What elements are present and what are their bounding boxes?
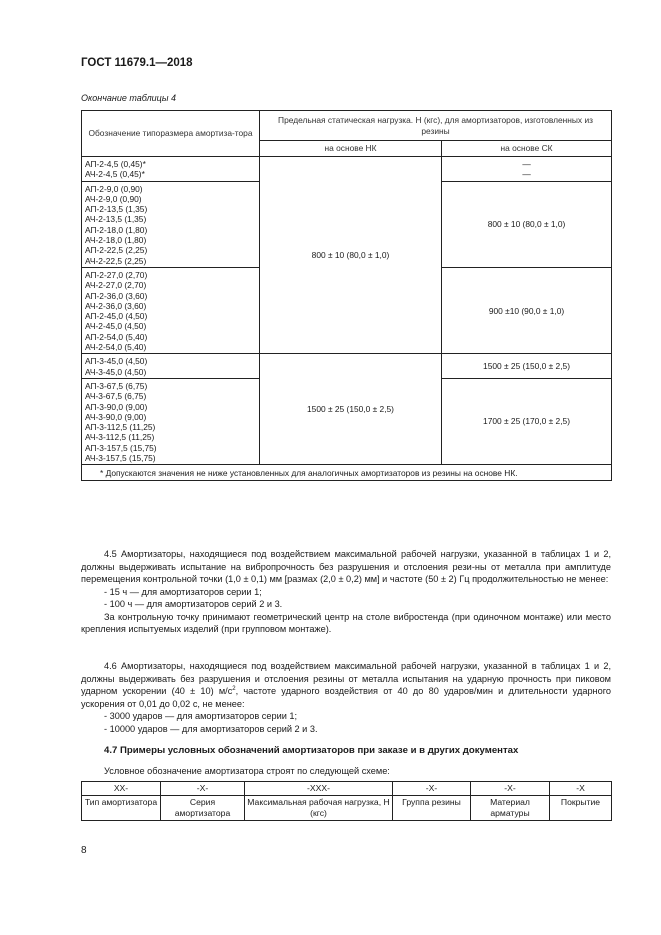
designation-group-2: [82, 181, 260, 267]
list-line: АЧ-2-13,5 (1,35): [85, 214, 147, 225]
scheme-label: Серия амортизатора: [161, 796, 245, 821]
list-line: АП-2-27,0 (2,70): [85, 269, 148, 280]
table-4: [81, 110, 612, 481]
scheme-label: Максимальная рабочая нагрузка, Н (кгс): [245, 796, 393, 821]
list-line: АП-2-36,0 (3,60): [85, 290, 148, 301]
superscript: 2: [232, 685, 236, 692]
load-sk-cell: 1500 ± 25 (150,0 ± 2,5): [442, 354, 612, 379]
designation-group-1: [82, 157, 260, 182]
list-line: АЧ-3-90,0 (9,00): [85, 411, 147, 422]
list-line: АП-2-4,5 (0,45)*: [85, 159, 146, 169]
load-nk-cell: 800 ± 10 (80,0 ± 1,0): [260, 157, 442, 354]
load-nk-cell: 1500 ± 25 (150,0 ± 2,5): [260, 354, 442, 465]
list-line: АП-2-9,0 (0,90): [85, 183, 143, 194]
list-item: - 100 ч — для амортизаторов серий 2 и 3.: [104, 599, 283, 609]
list-line: АП-3-157,5 (15,75): [85, 442, 157, 453]
list-line: АЧ-2-45,0 (4,50): [85, 321, 147, 332]
load-sk-cell: 1700 ± 25 (170,0 ± 2,5): [442, 378, 612, 464]
table-footnote: * Допускаются значения не ниже установленных для аналогичных амортизаторов из резины на основе НК.: [82, 465, 612, 481]
clause-4-7-intro: Условное обозначение амортизатора строят по следующей схеме:: [104, 766, 390, 776]
list-line: АП-2-54,0 (5,40): [85, 331, 148, 342]
scheme-label: Группа резины: [393, 796, 471, 821]
list-line: АЧ-2-4,5 (0,45)*: [85, 169, 145, 180]
designation-group-3: [82, 267, 260, 353]
page-number: 8: [81, 845, 87, 856]
load-sk-cell: 900 ±10 (90,0 ± 1,0): [442, 267, 612, 353]
designation-group-4: [82, 354, 260, 379]
list-line: АП-3-45,0 (4,50): [85, 356, 148, 367]
list-line: АЧ-3-112,5 (11,25): [85, 432, 155, 443]
scheme-label: Материал арматуры: [471, 796, 550, 821]
designation-scheme-table: [81, 781, 612, 821]
list-line: АП-2-22,5 (2,25): [85, 245, 148, 256]
clause-4-5-text: 4.5 Амортизаторы, находящиеся под воздействием максимальной рабочей нагрузки, указанной в таблицах 1 и 2, должны выдерживать испытание на вибропрочность без разрушения и отслоения рези-ны от металла при амплитуде перемещения контрольной точки (1,0 ± 0,1) мм [размах (2,0 ± 0,2) мм] и частоте (50 ± 2) Гц продолжительностью не менее:: [81, 549, 611, 584]
document-header: ГОСТ 11679.1—2018: [81, 57, 193, 69]
column-header-load: Предельная статическая нагрузка. Н (кгс), для амортизаторов, изготовленных из резины: [260, 111, 612, 141]
list-item: - 3000 ударов — для амортизаторов серии 1;: [104, 711, 298, 721]
clause-4-6: [81, 660, 611, 735]
list-line: АП-2-45,0 (4,50): [85, 311, 148, 322]
clause-4-6-text: 4.6 Амортизаторы, находящиеся под воздействием максимальной рабочей нагрузки, указанной в таблицах 1 и 2, должны выдерживать без разрушения и отслоения резины от металла испытания на ударную прочность при пиковом ударном ускорении (40 ± 10) $м/с^2$, частоте ударного воздействия от 40 до 80 ударов/мин и длительности ударного ускорения от 0,01 до 0,02 с, не менее:: [81, 661, 611, 709]
clause-4-7-title: 4.7 Примеры условных обозначений амортизаторов при заказе и в других документах: [104, 745, 519, 756]
scheme-code: -Х-: [471, 782, 550, 796]
list-line: АЧ-2-36,0 (3,60): [85, 300, 147, 311]
list-line: АП-3-67,5 (6,75): [85, 380, 148, 391]
list-line: АЧ-3-45,0 (4,50): [85, 366, 147, 377]
column-header-sk: на основе СК: [442, 141, 612, 157]
list-item: - 15 ч — для амортизаторов серии 1;: [104, 586, 262, 597]
scheme-code: -ХХХ-: [245, 782, 393, 796]
scheme-label: Покрытие: [550, 796, 612, 821]
list-line: АЧ-3-67,5 (6,75): [85, 391, 147, 402]
list-line: АЧ-2-9,0 (0,90): [85, 193, 142, 204]
column-header-nk: на основе НК: [260, 141, 442, 157]
list-line: —: [522, 168, 531, 179]
list-line: АЧ-2-22,5 (2,25): [85, 255, 147, 266]
load-sk-cell: [442, 157, 612, 182]
list-line: АЧ-2-54,0 (5,40): [85, 342, 147, 353]
scheme-label: Тип амортизатора: [82, 796, 161, 821]
scheme-code: ХХ-: [82, 782, 161, 796]
list-item: - 10000 ударов — для амортизаторов серий 2 и 3.: [104, 723, 318, 734]
list-line: АП-2-13,5 (1,35): [85, 204, 148, 215]
clause-4-5: [81, 548, 611, 636]
scheme-code: -Х-: [393, 782, 471, 796]
column-header-designation: Обозначение типоразмера амортиза-тора: [82, 111, 260, 157]
designation-group-5: [82, 378, 260, 464]
list-line: —: [522, 158, 531, 169]
table-caption: Окончание таблицы 4: [81, 93, 176, 103]
list-line: АП-3-112,5 (11,25): [85, 422, 156, 433]
list-line: АЧ-2-18,0 (1,80): [85, 235, 147, 246]
scheme-code: -Х: [550, 782, 612, 796]
clause-4-5-note: За контрольную точку принимают геометрический центр на столе вибростенда (при одиночном монтаже) или место крепления испытуемых изделий (при групповом монтаже).: [81, 611, 611, 634]
list-line: АП-2-18,0 (1,80): [85, 224, 148, 235]
load-sk-cell: 800 ± 10 (80,0 ± 1,0): [442, 181, 612, 267]
list-line: АП-3-90,0 (9,00): [85, 401, 148, 412]
scheme-code: -Х-: [161, 782, 245, 796]
list-line: АЧ-2-27,0 (2,70): [85, 280, 147, 291]
list-line: АЧ-3-157,5 (15,75): [85, 453, 156, 464]
